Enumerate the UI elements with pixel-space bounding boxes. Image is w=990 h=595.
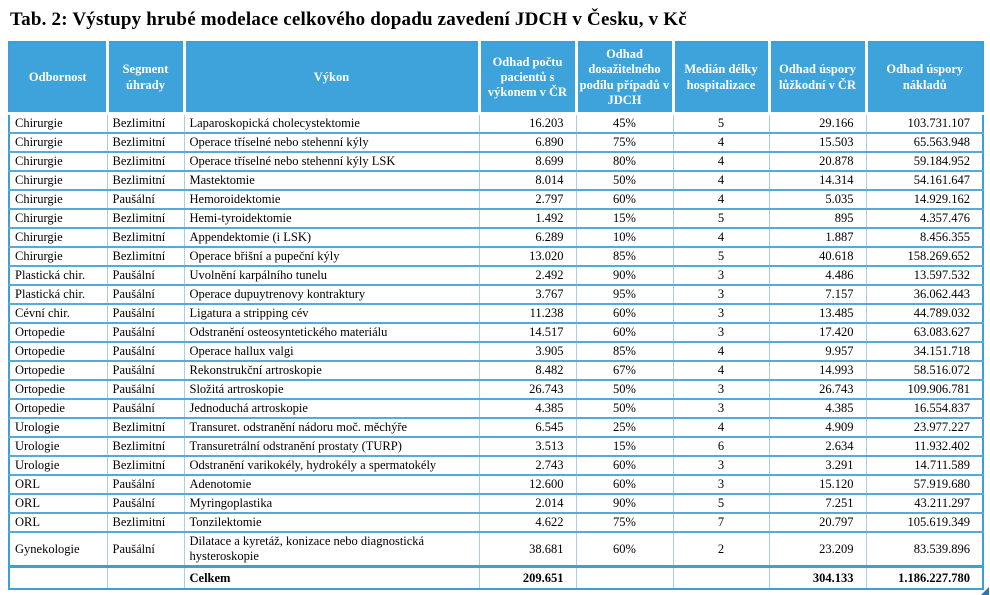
cell-odbornost: Ortopedie — [9, 342, 107, 361]
cell-segment: Paušální — [107, 190, 184, 209]
cell-odbornost: ORL — [9, 475, 107, 494]
cell-naklady: 14.929.162 — [866, 190, 983, 209]
cell-pacienti: 11.238 — [479, 304, 576, 323]
cell-podil: 60% — [576, 304, 673, 323]
cell-podil: 50% — [576, 399, 673, 418]
cell-segment: Paušální — [107, 285, 184, 304]
cell-odbornost: Chirurgie — [9, 133, 107, 152]
impact-table — [8, 41, 984, 590]
cell-segment: Bezlimitní — [107, 152, 184, 171]
table-row — [9, 456, 983, 475]
cell-pacienti: 6.890 — [479, 133, 576, 152]
table-row — [9, 114, 983, 134]
cell-vykon: Ligatura a stripping cév — [184, 304, 479, 323]
cell-median: 3 — [673, 380, 769, 399]
cell-naklady: 43.211.297 — [866, 494, 983, 513]
cell-median: 3 — [673, 285, 769, 304]
cell-luzkodni: 4.909 — [769, 418, 866, 437]
cell-vykon: Transuret. odstranění nádoru moč. měchýře — [184, 418, 479, 437]
cell-odbornost: Chirurgie — [9, 228, 107, 247]
table-body — [9, 114, 983, 590]
cell-podil: 60% — [576, 190, 673, 209]
cell-podil: 50% — [576, 171, 673, 190]
cell-median: 5 — [673, 247, 769, 266]
table-row — [9, 266, 983, 285]
cell-vykon: Hemi-tyroidektomie — [184, 209, 479, 228]
column-header-median: Medián délky hospitalizace — [673, 42, 769, 114]
cell-segment: Bezlimitní — [107, 247, 184, 266]
cell-segment: Paušální — [107, 494, 184, 513]
cell-naklady: 57.919.680 — [866, 475, 983, 494]
cell-pacienti: 8.482 — [479, 361, 576, 380]
cell-naklady: 59.184.952 — [866, 152, 983, 171]
cell-odbornost: Urologie — [9, 437, 107, 456]
cell-naklady: 34.151.718 — [866, 342, 983, 361]
table-row — [9, 304, 983, 323]
cell-segment: Paušální — [107, 266, 184, 285]
cell-vykon: Odstranění varikokély, hydrokély a spermatokély — [184, 456, 479, 475]
cell-pacienti: 13.020 — [479, 247, 576, 266]
cell-median: 4 — [673, 133, 769, 152]
header-row — [9, 42, 983, 114]
column-header-vykon: Výkon — [184, 42, 479, 114]
column-header-podil: Odhad dosažitelného podílu případů v JDCH — [576, 42, 673, 114]
cell-segment: Paušální — [107, 532, 184, 567]
table-row — [9, 247, 983, 266]
cell-naklady: 11.932.402 — [866, 437, 983, 456]
cell-segment — [107, 567, 184, 590]
cell-median: 3 — [673, 475, 769, 494]
cell-pacienti: 4.385 — [479, 399, 576, 418]
cell-pacienti: 209.651 — [479, 567, 576, 590]
cell-segment: Bezlimitní — [107, 418, 184, 437]
cell-odbornost: Ortopedie — [9, 361, 107, 380]
cell-median: 4 — [673, 152, 769, 171]
cell-median: 3 — [673, 323, 769, 342]
cell-podil: 45% — [576, 114, 673, 134]
cell-segment: Bezlimitní — [107, 437, 184, 456]
cell-pacienti: 38.681 — [479, 532, 576, 567]
cell-podil: 15% — [576, 209, 673, 228]
cell-vykon: Myringoplastika — [184, 494, 479, 513]
cell-odbornost: Chirurgie — [9, 171, 107, 190]
cell-luzkodni: 9.957 — [769, 342, 866, 361]
cell-luzkodni: 4.486 — [769, 266, 866, 285]
table-header — [9, 42, 983, 114]
cell-luzkodni: 3.291 — [769, 456, 866, 475]
cell-naklady: 1.186.227.780 — [866, 567, 983, 590]
cell-median: 5 — [673, 114, 769, 134]
cell-podil: 95% — [576, 285, 673, 304]
cell-podil: 75% — [576, 133, 673, 152]
cell-median: 4 — [673, 361, 769, 380]
cell-luzkodni: 23.209 — [769, 532, 866, 567]
cell-segment: Paušální — [107, 361, 184, 380]
total-row — [9, 567, 983, 590]
cell-naklady: 158.269.652 — [866, 247, 983, 266]
cell-vykon: Adenotomie — [184, 475, 479, 494]
table-row — [9, 475, 983, 494]
cell-luzkodni: 14.314 — [769, 171, 866, 190]
cell-naklady: 54.161.647 — [866, 171, 983, 190]
cell-median: 5 — [673, 209, 769, 228]
cell-luzkodni: 304.133 — [769, 567, 866, 590]
cell-vykon: Tonzilektomie — [184, 513, 479, 532]
cell-pacienti: 2.797 — [479, 190, 576, 209]
cell-podil: 50% — [576, 380, 673, 399]
cell-luzkodni: 14.993 — [769, 361, 866, 380]
cell-segment: Paušální — [107, 323, 184, 342]
cell-luzkodni: 7.251 — [769, 494, 866, 513]
cell-vykon: Odstranění osteosyntetického materiálu — [184, 323, 479, 342]
cell-luzkodni: 7.157 — [769, 285, 866, 304]
page-title: Tab. 2: Výstupy hrubé modelace celkového dopadu zavedení JDCH v Česku, v Kč — [10, 9, 687, 30]
cell-segment: Paušální — [107, 380, 184, 399]
cell-luzkodni: 40.618 — [769, 247, 866, 266]
table-row — [9, 285, 983, 304]
table-row — [9, 171, 983, 190]
cell-vykon: Rekonstrukční artroskopie — [184, 361, 479, 380]
cell-median: 4 — [673, 171, 769, 190]
cell-naklady: 58.516.072 — [866, 361, 983, 380]
cell-odbornost: Chirurgie — [9, 152, 107, 171]
table-row — [9, 361, 983, 380]
cell-luzkodni: 17.420 — [769, 323, 866, 342]
cell-segment: Paušální — [107, 342, 184, 361]
cell-naklady: 83.539.896 — [866, 532, 983, 567]
cell-pacienti: 3.513 — [479, 437, 576, 456]
cell-luzkodni: 15.503 — [769, 133, 866, 152]
cell-segment: Bezlimitní — [107, 209, 184, 228]
cell-podil: 80% — [576, 152, 673, 171]
cell-odbornost — [9, 567, 107, 590]
cell-naklady: 14.711.589 — [866, 456, 983, 475]
cell-vykon: Operace břišní a pupeční kýly — [184, 247, 479, 266]
cell-odbornost: Urologie — [9, 418, 107, 437]
table-row — [9, 532, 983, 567]
cell-median: 4 — [673, 190, 769, 209]
cell-podil: 60% — [576, 475, 673, 494]
cell-median: 3 — [673, 266, 769, 285]
cell-naklady: 103.731.107 — [866, 114, 983, 134]
cell-naklady: 23.977.227 — [866, 418, 983, 437]
column-header-luzkodni: Odhad úspory lůžkodní v ČR — [769, 42, 866, 114]
cell-pacienti: 16.203 — [479, 114, 576, 134]
table-row — [9, 399, 983, 418]
cell-pacienti: 3.905 — [479, 342, 576, 361]
cell-odbornost: Ortopedie — [9, 380, 107, 399]
cell-median: 5 — [673, 494, 769, 513]
cell-odbornost: Ortopedie — [9, 323, 107, 342]
column-header-segment: Segment úhrady — [107, 42, 184, 114]
cell-odbornost: Chirurgie — [9, 247, 107, 266]
cell-podil — [576, 567, 673, 590]
cell-pacienti: 8.014 — [479, 171, 576, 190]
cell-podil: 75% — [576, 513, 673, 532]
table-row — [9, 133, 983, 152]
cell-vykon: Hemoroidektomie — [184, 190, 479, 209]
cell-naklady: 16.554.837 — [866, 399, 983, 418]
cell-podil: 85% — [576, 342, 673, 361]
cell-naklady: 105.619.349 — [866, 513, 983, 532]
cell-podil: 60% — [576, 323, 673, 342]
cell-median: 2 — [673, 532, 769, 567]
column-header-naklady: Odhad úspory nákladů — [866, 42, 983, 114]
cell-odbornost: Urologie — [9, 456, 107, 475]
cell-podil: 10% — [576, 228, 673, 247]
cell-median: 4 — [673, 418, 769, 437]
table-row — [9, 323, 983, 342]
cell-median: 6 — [673, 437, 769, 456]
cell-pacienti: 3.767 — [479, 285, 576, 304]
cell-segment: Bezlimitní — [107, 456, 184, 475]
cell-luzkodni: 13.485 — [769, 304, 866, 323]
cell-segment: Paušální — [107, 399, 184, 418]
cell-median: 3 — [673, 304, 769, 323]
cell-podil: 90% — [576, 266, 673, 285]
cell-vykon: Uvolnění karpálního tunelu — [184, 266, 479, 285]
cell-vykon: Mastektomie — [184, 171, 479, 190]
cell-vykon: Celkem — [184, 567, 479, 590]
cell-vykon: Operace hallux valgi — [184, 342, 479, 361]
cell-vykon: Dilatace a kyretáž, konizace nebo diagnostická hysteroskopie — [184, 532, 479, 567]
cell-odbornost: Gynekologie — [9, 532, 107, 567]
cell-pacienti: 8.699 — [479, 152, 576, 171]
cell-segment: Bezlimitní — [107, 114, 184, 134]
cell-odbornost: ORL — [9, 513, 107, 532]
impact-table-container — [8, 41, 984, 590]
cell-luzkodni: 1.887 — [769, 228, 866, 247]
cell-luzkodni: 4.385 — [769, 399, 866, 418]
table-row — [9, 152, 983, 171]
table-row — [9, 190, 983, 209]
cell-podil: 85% — [576, 247, 673, 266]
cell-podil: 67% — [576, 361, 673, 380]
cell-odbornost: Plastická chir. — [9, 285, 107, 304]
cell-pacienti: 12.600 — [479, 475, 576, 494]
cell-segment: Bezlimitní — [107, 228, 184, 247]
cell-vykon: Jednoduchá artroskopie — [184, 399, 479, 418]
cell-odbornost: Ortopedie — [9, 399, 107, 418]
cell-luzkodni: 20.797 — [769, 513, 866, 532]
cell-odbornost: ORL — [9, 494, 107, 513]
cell-vykon: Složitá artroskopie — [184, 380, 479, 399]
cell-odbornost: Chirurgie — [9, 114, 107, 134]
cell-podil: 60% — [576, 532, 673, 567]
cell-pacienti: 26.743 — [479, 380, 576, 399]
cell-luzkodni: 29.166 — [769, 114, 866, 134]
cell-pacienti: 1.492 — [479, 209, 576, 228]
cell-odbornost: Cévní chir. — [9, 304, 107, 323]
table-row — [9, 418, 983, 437]
cell-pacienti: 6.289 — [479, 228, 576, 247]
cell-odbornost: Chirurgie — [9, 190, 107, 209]
cell-naklady: 65.563.948 — [866, 133, 983, 152]
cell-podil: 25% — [576, 418, 673, 437]
table-row — [9, 342, 983, 361]
cell-naklady: 13.597.532 — [866, 266, 983, 285]
cell-median — [673, 567, 769, 590]
column-header-pacienti: Odhad počtu pacientů s výkonem v ČR — [479, 42, 576, 114]
cell-segment: Bezlimitní — [107, 513, 184, 532]
cell-vykon: Transuretrální odstranění prostaty (TURP) — [184, 437, 479, 456]
cell-odbornost: Plastická chir. — [9, 266, 107, 285]
cell-pacienti: 6.545 — [479, 418, 576, 437]
cell-median: 3 — [673, 456, 769, 475]
cell-vykon: Operace dupuytrenovy kontraktury — [184, 285, 479, 304]
table-row — [9, 494, 983, 513]
cell-segment: Bezlimitní — [107, 171, 184, 190]
cell-segment: Paušální — [107, 304, 184, 323]
cell-pacienti: 2.014 — [479, 494, 576, 513]
cell-naklady: 109.906.781 — [866, 380, 983, 399]
cell-luzkodni: 895 — [769, 209, 866, 228]
cell-median: 3 — [673, 399, 769, 418]
cell-luzkodni: 5.035 — [769, 190, 866, 209]
cell-luzkodni: 15.120 — [769, 475, 866, 494]
cell-podil: 90% — [576, 494, 673, 513]
cell-vykon: Appendektomie (i LSK) — [184, 228, 479, 247]
cell-naklady: 63.083.627 — [866, 323, 983, 342]
cell-pacienti: 14.517 — [479, 323, 576, 342]
table-row — [9, 437, 983, 456]
cell-segment: Bezlimitní — [107, 133, 184, 152]
cell-naklady: 44.789.032 — [866, 304, 983, 323]
cell-segment: Paušální — [107, 475, 184, 494]
cell-median: 4 — [673, 342, 769, 361]
cell-pacienti: 2.492 — [479, 266, 576, 285]
cell-median: 4 — [673, 228, 769, 247]
table-row — [9, 380, 983, 399]
cell-luzkodni: 2.634 — [769, 437, 866, 456]
cell-podil: 15% — [576, 437, 673, 456]
cell-pacienti: 2.743 — [479, 456, 576, 475]
cell-pacienti: 4.622 — [479, 513, 576, 532]
cell-odbornost: Chirurgie — [9, 209, 107, 228]
table-row — [9, 228, 983, 247]
table-row — [9, 513, 983, 532]
cell-vykon: Operace tříselné nebo stehenní kýly LSK — [184, 152, 479, 171]
column-header-odbornost: Odbornost — [9, 42, 107, 114]
cell-vykon: Laparoskopická cholecystektomie — [184, 114, 479, 134]
table-row — [9, 209, 983, 228]
cell-median: 7 — [673, 513, 769, 532]
cell-naklady: 8.456.355 — [866, 228, 983, 247]
cell-vykon: Operace tříselné nebo stehenní kýly — [184, 133, 479, 152]
cell-podil: 60% — [576, 456, 673, 475]
cell-luzkodni: 26.743 — [769, 380, 866, 399]
cell-naklady: 4.357.476 — [866, 209, 983, 228]
cell-naklady: 36.062.443 — [866, 285, 983, 304]
cell-luzkodni: 20.878 — [769, 152, 866, 171]
